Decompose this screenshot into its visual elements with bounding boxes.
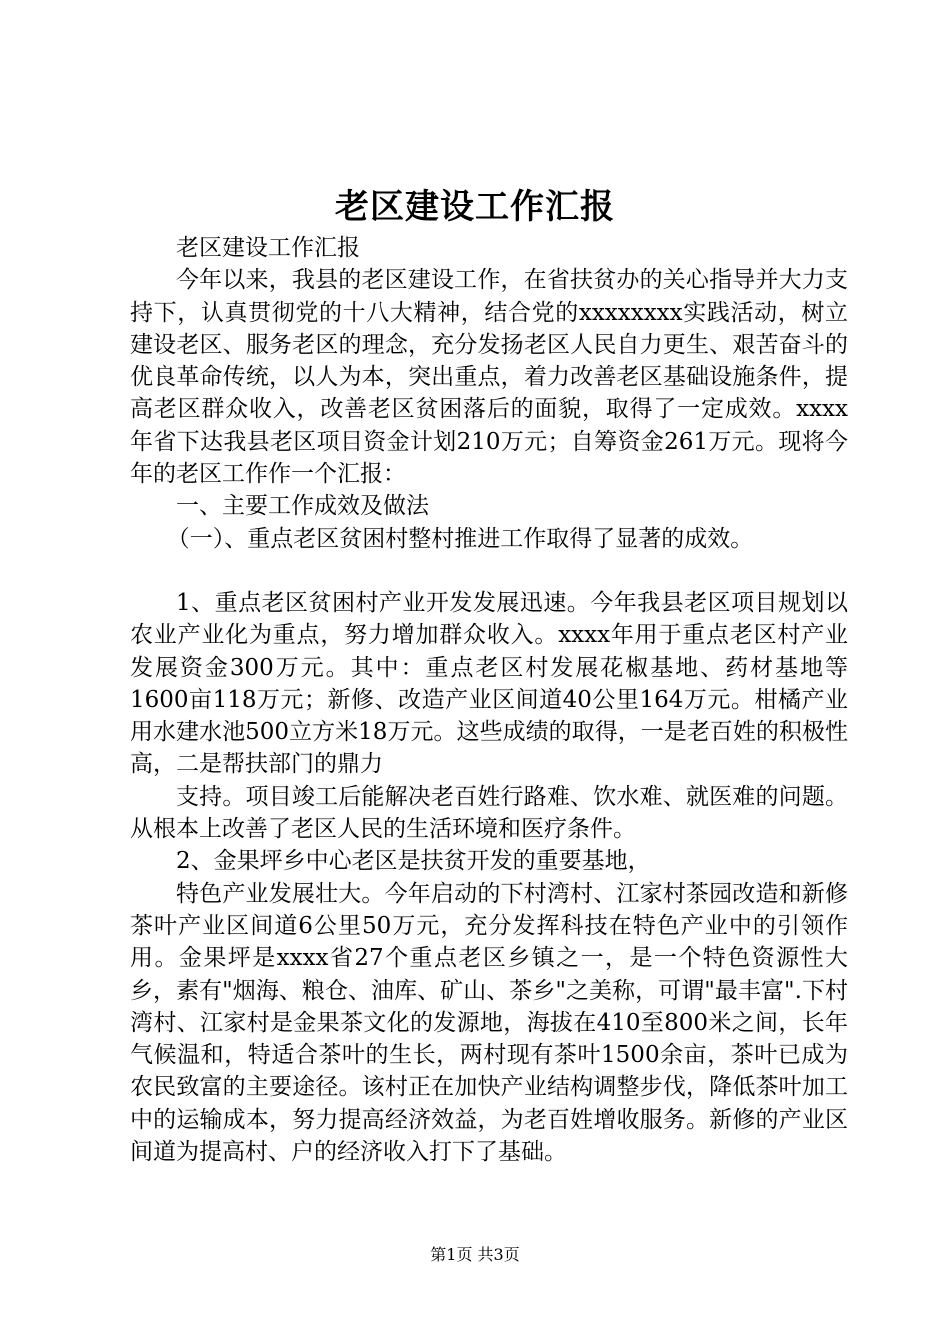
document-body <box>130 232 848 1168</box>
paragraph-item-1: 1、重点老区贫困村产业开发发展迅速。今年我县老区项目规划以农业产业化为重点，努力增加群众收入。xxxx年用于重点老区村产业发展资金300万元。其中：重点老区村发展花椒基地、药材基地等1600亩118万元；新修、改造产业区间道40公里164万元。柑橘产业用水建水池500立方米18万元。这些成绩的取得，一是老百姓的积极性高，二是帮扶部门的鼎力 <box>130 589 848 778</box>
document-title: 老区建设工作汇报 <box>335 187 615 227</box>
section-heading-main-achievements: 一、主要工作成效及做法 <box>176 493 429 520</box>
paragraph-item-1-continued: 支持。项目竣工后能解决老百姓行路难、饮水难、就医难的问题。从根本上改善了老区人民的生活环境和医疗条件。 <box>130 783 848 843</box>
paragraph-item-2-heading: 2、金果坪乡中心老区是扶贫开发的重要基地， <box>176 848 651 875</box>
paragraph-item-2-body: 特色产业发展壮大。今年启动的下村湾村、江家村茶园改造和新修茶叶产业区间道6公里50万元，充分发挥科技在特色产业中的引领作用。金果坪是xxxx省27个重点老区乡镇之一，是一个特色资源性大乡，素有"烟海、粮仓、油库、矿山、茶乡"之美称，可谓"最丰富".下村湾村、江家村是金果茶文化的发源地，海拔在410至800米之间，长年气候温和，特适合茶叶的生长，两村现有茶叶1500余亩，茶叶已成为农民致富的主要途径。该村正在加快产业结构调整步伐，降低茶叶加工中的运输成本，努力提高经济效益，为老百姓增收服务。新修的产业区间道为提高村、户的经济收入打下了基础。 <box>130 880 848 1166</box>
subsection-heading-1: （一）、重点老区贫困村整村推进工作取得了显著的成效。 <box>166 525 754 552</box>
paragraph-intro: 今年以来，我县的老区建设工作，在省扶贫办的关心指导并大力支持下，认真贯彻党的十八大精神，结合党的xxxxxxxx实践活动，树立建设老区、服务老区的理念，充分发扬老区人民自力更生、艰苦奋斗的优良革命传统，以人为本，突出重点，着力改善老区基础设施条件，提高老区群众收入，改善老区贫困落后的面貌，取得了一定成效。xxxx年省下达我县老区项目资金计划210万元；自筹资金261万元。现将今年的老区工作作一个汇报： <box>130 267 848 488</box>
paragraph-subtitle: 老区建设工作汇报 <box>176 235 360 261</box>
page-number: 第1页 共3页 <box>430 1245 520 1264</box>
